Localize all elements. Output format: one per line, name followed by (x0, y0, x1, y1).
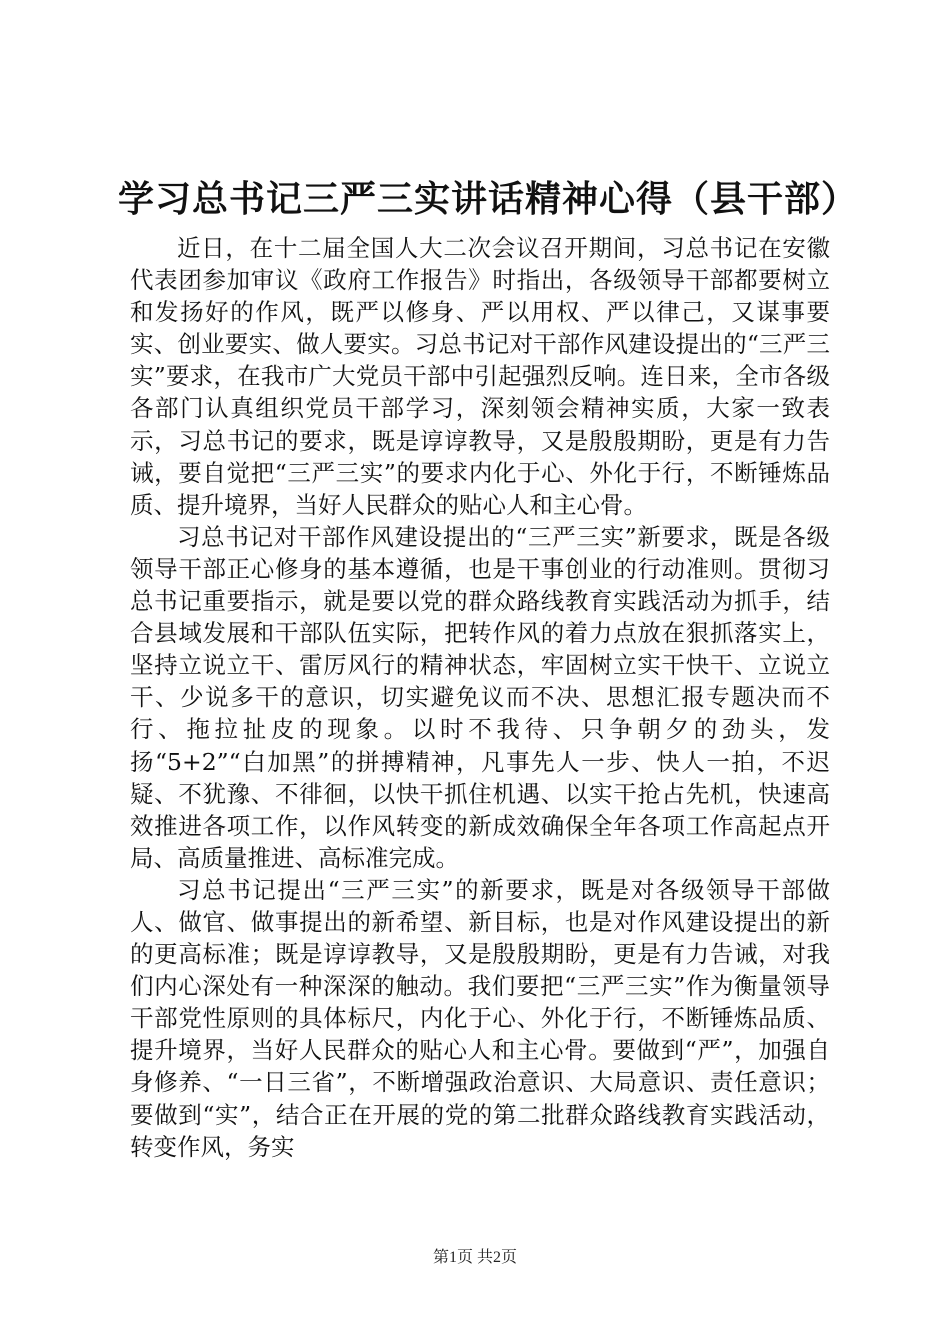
document-body (130, 232, 830, 1163)
paragraph-1: 近日，在十二届全国人大二次会议召开期间，习总书记在安徽代表团参加审议《政府工作报告》时指出，各级领导干部都要树立和发扬好的作风，既严以修身、严以用权、严以律己，又谋事要实、创业要实、做人要实。习总书记对干部作风建设提出的“三严三实”要求，在我市广大党员干部中引起强烈反响。连日来，全市各级各部门认真组织党员干部学习，深刻领会精神实质，大家一致表示，习总书记的要求，既是谆谆教导，又是殷殷期盼，更是有力告诫，要自觉把“三严三实”的要求内化于心、外化于行，不断锤炼品质、提升境界，当好人民群众的贴心人和主心骨。 (130, 234, 830, 519)
page-number: 第1页 (432, 1249, 473, 1266)
paragraph-3: 习总书记提出“三严三实”的新要求，既是对各级领导干部做人、做官、做事提出的新希望、新目标，也是对作风建设提出的新的更高标准；既是谆谆教导，又是殷殷期盼，更是有力告诫，对我们内心深处有一种深深的触动。我们要把“三严三实”作为衡量领导干部党性原则的具体标尺，内化于心、外化于行，不断锤炼品质、提升境界，当好人民群众的贴心人和主心骨。要做到“严”，加强自身修养、“一日三省”，不断增强政治意识、大局意识、责任意识；要做到“实”，结合正在开展的党的第二批群众路线教育实践活动，转变作风，务实 (130, 875, 830, 1161)
page-footer (0, 1244, 950, 1267)
paragraph-2: 习总书记对干部作风建设提出的“三严三实”新要求，既是各级领导干部正心修身的基本遵循，也是干事创业的行动准则。贯彻习总书记重要指示，就是要以党的群众路线教育实践活动为抓手，结合县域发展和干部队伍实际，把转作风的着力点放在狠抓落实上，坚持立说立干、雷厉风行的精神状态，牢固树立实干快干、立说立干、少说多干的意识，切实避免议而不决、思想汇报专题决而不行、拖拉扯皮的现象。以时不我待、只争朝夕的劲头，发扬“5+2”“白加黑”的拼搏精神，凡事先人一步、快人一拍，不迟疑、不犹豫、不徘徊，以快干抓住机遇、以实干抢占先机，快速高效推进各项工作，以作风转变的新成效确保全年各项工作高起点开局、高质量推进、高标准完成。 (130, 522, 830, 872)
document-title: 学习总书记三严三实讲话精神心得（县干部） (118, 178, 859, 220)
page-total: 共2页 (477, 1249, 518, 1266)
